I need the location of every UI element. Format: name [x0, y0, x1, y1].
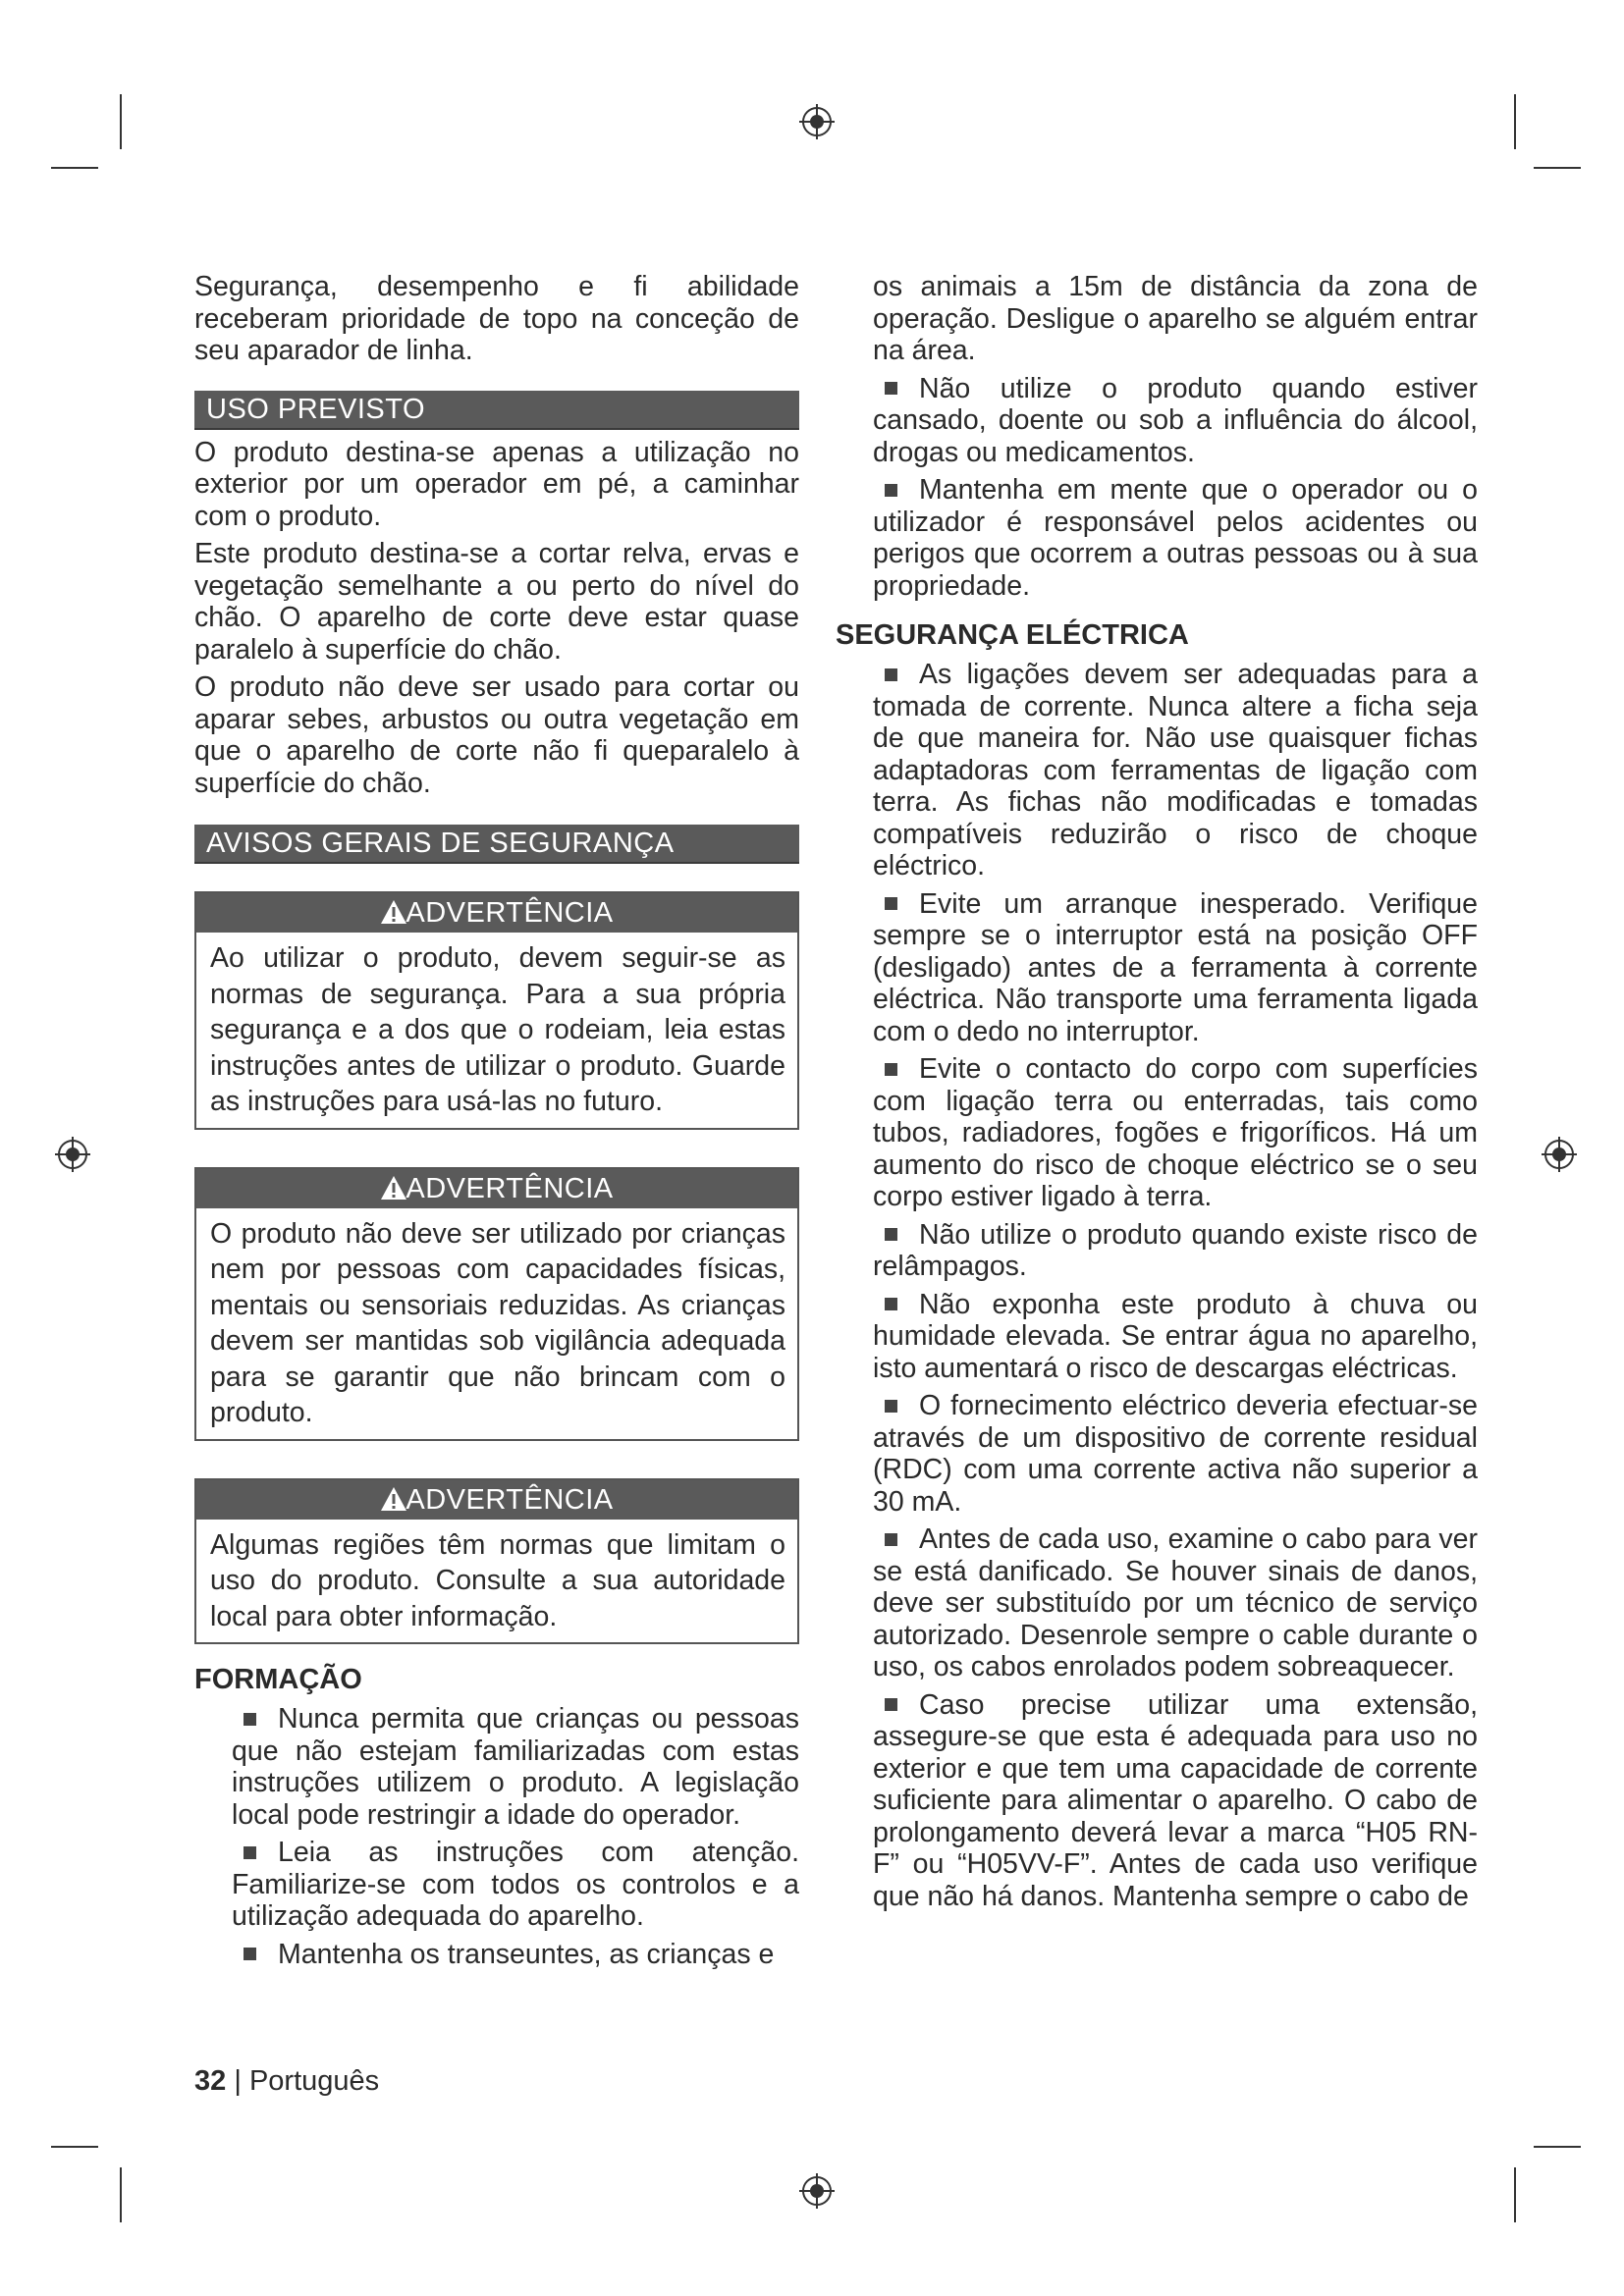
warning-text: Ao utilizar o produto, devem seguir-se as normas de segurança. Para a sua própria segurança e a dos que o rodeiam, leia estas instruções antes de utilizar o produto. Guarde as instruções para usá-las no futuro.	[210, 942, 785, 1117]
section-title-formacao: FORMAÇÃO	[194, 1664, 362, 1695]
section-title-avisos: AVISOS GERAIS DE SEGURANÇA	[194, 825, 799, 864]
uso-previsto-paragraph: Este produto destina-se a cortar relva, ervas e vegetação semelhante a ou perto do nível do chão. O aparelho de corte deve estar quase paralelo à superfície do chão.	[194, 538, 799, 666]
crop-mark	[51, 167, 98, 169]
bullet-square-icon	[244, 1713, 256, 1726]
bullet-square-icon	[885, 1533, 897, 1546]
uso-previsto-paragraph: O produto destina-se apenas a utilização no exterior por um operador em pé, a caminhar com o produto.	[194, 436, 799, 532]
warning-box	[194, 1478, 799, 1645]
seguranca-electrica-list	[836, 659, 1478, 1912]
crop-mark	[1534, 167, 1581, 169]
footer-language: Português	[248, 2065, 380, 2097]
footer-separator: |	[234, 2065, 242, 2097]
list-item: Mantenha em mente que o operador ou o utilizador é responsável pelos acidentes ou perigos que ocorrem a outras pessoas ou à sua propriedade.	[873, 474, 1478, 602]
bullet-square-icon	[885, 1698, 897, 1711]
bullet-square-icon	[885, 484, 897, 497]
warning-box	[194, 891, 799, 1130]
list-item: Antes de cada uso, examine o cabo para ver se está danificado. Se houver sinais de danos, deve ser substituído por um técnico de serviço autorizado. Desenrole sempre o cable durante o uso, os cabos enrolados podem sobreaquecer.	[873, 1523, 1478, 1682]
list-item: Leia as instruções com atenção. Familiarize-se com todos os controlos e a utilização adequada do aparelho.	[232, 1837, 799, 1932]
warning-label: ADVERTÊNCIA	[406, 1483, 614, 1516]
list-item: O fornecimento eléctrico deveria efectuar-se através de um dispositivo de corrente residual (RDC) com uma corrente activa não superior a 30 mA.	[873, 1390, 1478, 1518]
section-title-uso-previsto: USO PREVISTO	[194, 391, 799, 430]
warning-triangle-icon	[380, 899, 407, 925]
crop-mark	[1514, 94, 1516, 149]
formacao-list	[194, 1703, 799, 1970]
crop-mark	[1514, 2167, 1516, 2222]
list-item: As ligações devem ser adequadas para a tomada de corrente. Nunca altere a ficha seja de que maneira for. Não use quaisquer fichas adaptadoras com ferramentas de ligação com terra. As fichas não modificadas e tomadas compatíveis reduzirão o risco de choque eléctrico.	[873, 659, 1478, 881]
bullet-square-icon	[885, 1298, 897, 1310]
bullet-square-icon	[244, 1948, 256, 1960]
section-title-seguranca-electrica: SEGURANÇA ELÉCTRICA	[836, 619, 1189, 651]
warning-text: Algumas regiões têm normas que limitam o uso do produto. Consulte a sua autoridade local para obter informação.	[210, 1528, 785, 1632]
intro-paragraph: Segurança, desempenho e fi abilidade receberam prioridade de topo na conceção de seu aparador de linha.	[194, 271, 799, 366]
crop-mark	[1534, 2146, 1581, 2148]
registration-mark-icon	[797, 2171, 837, 2211]
registration-mark-icon	[1540, 1135, 1579, 1174]
list-item: Nunca permita que crianças ou pessoas que não estejam familiarizadas com estas instruções utilizem o produto. A legislação local pode restringir a idade do operador.	[232, 1703, 799, 1831]
warning-label: ADVERTÊNCIA	[406, 1172, 614, 1204]
warning-box	[194, 1167, 799, 1441]
right-column	[836, 271, 1478, 1918]
page-footer	[194, 2065, 379, 2098]
list-item: Caso precise utilizar uma extensão, assegure-se que esta é adequada para uso no exterior e que tem uma capacidade de corrente suficiente para alimentar o aparelho. O cabo de prolongamento deverá levar a marca “H05 RN-F” ou “H05VV-F”. Antes de cada uso verifique que não há danos. Mantenha sempre o cabo de	[873, 1688, 1478, 1912]
right-list-top	[836, 271, 1478, 602]
list-item: Não exponha este produto à chuva ou humidade elevada. Se entrar água no aparelho, isto aumentará o risco de descargas eléctricas.	[873, 1288, 1478, 1384]
list-item: Evite o contacto do corpo com superfícies com ligação terra ou enterradas, tais como tubos, radiadores, fogões e frigoríficos. Há um aumento do risco de choque eléctrico se o seu corpo estiver ligado à terra.	[873, 1053, 1478, 1212]
bullet-square-icon	[885, 1228, 897, 1241]
list-item: Mantenha os transeuntes, as crianças e	[232, 1939, 799, 1971]
crop-mark	[51, 2146, 98, 2148]
warning-text: O produto não deve ser utilizado por crianças nem por pessoas com capacidades físicas, mentais ou sensoriais reduzidas. As crianças devem ser mantidas sob vigilância adequada para se garantir que não brincam com o produto.	[210, 1217, 785, 1428]
warning-header	[196, 1169, 797, 1208]
bullet-square-icon	[885, 382, 897, 395]
warning-triangle-icon	[380, 1486, 407, 1512]
warning-triangle-icon	[380, 1175, 407, 1201]
page-number: 32	[194, 2065, 227, 2097]
bullet-square-icon	[244, 1846, 256, 1859]
registration-mark-icon	[53, 1135, 92, 1174]
warning-header	[196, 1480, 797, 1520]
continuation-paragraph: os animais a 15m de distância da zona de operação. Desligue o aparelho se alguém entrar na área.	[873, 271, 1478, 366]
bullet-square-icon	[885, 1063, 897, 1076]
left-column	[194, 271, 799, 1976]
crop-mark	[120, 2167, 122, 2222]
list-item: Evite um arranque inesperado. Verifique sempre se o interruptor está na posição OFF (desligado) antes de a ferramenta à corrente eléctrica. Não transporte uma ferramenta ligada com o dedo no interruptor.	[873, 887, 1478, 1047]
bullet-square-icon	[885, 668, 897, 681]
uso-previsto-paragraph: O produto não deve ser usado para cortar ou aparar sebes, arbustos ou outra vegetação em que o aparelho de corte não fi queparalelo à superfície do chão.	[194, 671, 799, 799]
list-item: Não utilize o produto quando estiver cansado, doente ou sob a influência do álcool, drogas ou medicamentos.	[873, 372, 1478, 468]
warning-header	[196, 893, 797, 933]
bullet-square-icon	[885, 897, 897, 910]
crop-mark	[120, 94, 122, 149]
list-item: Não utilize o produto quando existe risco de relâmpagos.	[873, 1218, 1478, 1282]
bullet-square-icon	[885, 1400, 897, 1413]
registration-mark-icon	[797, 102, 837, 141]
warning-label: ADVERTÊNCIA	[406, 897, 614, 929]
